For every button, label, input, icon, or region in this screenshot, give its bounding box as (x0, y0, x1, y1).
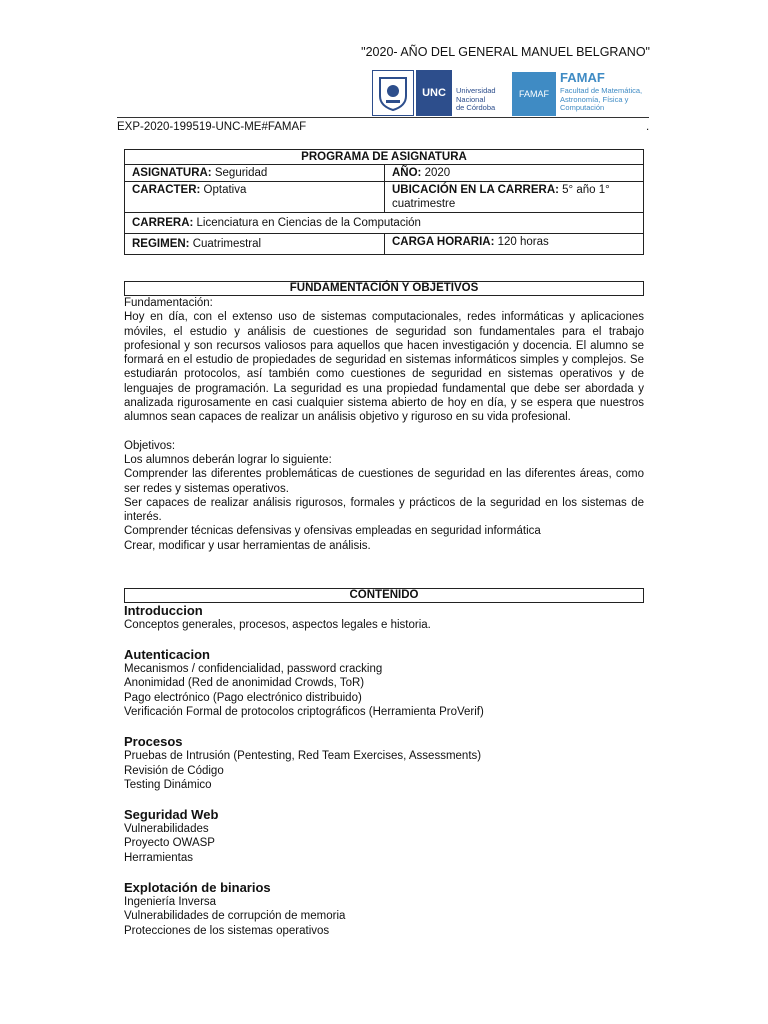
fundamentacion-paragraph: Hoy en día, con el extenso uso de sistemas computacionales, redes informáticas y aplicaciones móviles, el estudio y análisis de cuestiones de seguridad son fundamentales para el trabajo profesional y son recursos valiosos para aquellos que hacen investigación y docencia. El alumno se formará en el estudio de propiedades de seguridad en sistemas informáticos simples y complejos. Se estudiarán protocolos, así también como cuestiones de seguridad en sistemas operativos y de lenguajes de programación. La seguridad es una propiedad fundamental que debe ser abordada y analizada rigurosamente en casi cualquier sistema abierto de hoy en día, y se espera que nuestros alumnos sean capaces de realizar un análisis objetivo y riguroso en su vida profesional. (124, 311, 644, 424)
unc-name-line: Nacional (456, 94, 486, 104)
famaf-name-line: Astronomía, Física y (560, 94, 629, 104)
carga-cell (385, 234, 644, 255)
motto-text: "2020- AÑO DEL GENERAL MANUEL BELGRANO" (361, 45, 650, 59)
topic-item: Conceptos generales, procesos, aspectos legales e historia. (124, 619, 431, 631)
objetivos-intro: Los alumnos deberán lograr lo siguiente: (124, 453, 332, 466)
spacer (124, 720, 644, 734)
asignatura-value: Seguridad (211, 167, 268, 179)
topic-item: Verificación Formal de protocolos criptográficos (Herramienta ProVerif) (124, 706, 484, 719)
objetivo-item: Crear, modificar y usar herramientas de análisis. (124, 539, 371, 552)
topic-item: Anonimidad (Red de anonimidad Crowds, ToR) (124, 677, 365, 690)
topic-title: Autenticacion (124, 646, 210, 662)
objetivos-label: Objetivos: (124, 439, 176, 452)
topic-item: Vulnerabilidades (124, 822, 209, 835)
famaf-title: FAMAF (560, 70, 605, 85)
regimen-cell (125, 234, 385, 255)
topic-item: Vulnerabilidades de corrupción de memoria (124, 910, 346, 923)
caracter-cell (125, 182, 385, 213)
anio-label: AÑO: (392, 167, 422, 179)
topic-title: Introduccion (124, 603, 203, 618)
topic-item: Testing Dinámico (124, 779, 212, 792)
carga-label: CARGA HORARIA: (392, 236, 495, 248)
carrera-value: Licenciatura en Ciencias de la Computación (193, 217, 421, 229)
topic-item: Herramientas (124, 851, 194, 864)
famaf-logo (512, 72, 556, 116)
carrera-label: CARRERA: (132, 217, 194, 229)
objetivo-item: Comprender las diferentes problemáticas de cuestiones de seguridad en las diferentes áreas, como ser redes y sistemas operativos. (124, 468, 644, 495)
unc-name-line: de Córdoba (456, 103, 496, 112)
regimen-label: REGIMEN: (132, 238, 190, 250)
objetivo-item: Ser capaces de realizar análisis rigurosos, formales y prácticos de la seguridad en los sistemas de interés. (124, 496, 644, 524)
ubicacion-label: UBICACIÓN EN LA CARRERA: (392, 184, 559, 196)
topic-title: Seguridad Web (124, 806, 219, 822)
program-title: PROGRAMA DE ASIGNATURA (125, 150, 644, 165)
topic-item: Protecciones de los sistemas operativos (124, 924, 330, 937)
expediente-number: EXP-2020-199519-UNC-ME#FAMAF (117, 121, 307, 133)
carga-value: 120 horas (494, 236, 549, 248)
famaf-name-line: Computación (560, 103, 605, 112)
carrera-cell (125, 213, 644, 234)
trailing-dot: . (646, 121, 650, 133)
contenido-heading: CONTENIDO (124, 588, 644, 603)
spacer (124, 866, 644, 880)
asignatura-cell (125, 165, 385, 182)
unc-seal-icon (372, 70, 414, 116)
anio-cell (385, 165, 644, 182)
program-table (124, 149, 644, 255)
contenido-section (124, 603, 644, 938)
caracter-label: CARACTER: (132, 184, 201, 196)
asignatura-label: ASIGNATURA: (132, 167, 212, 179)
topic-title: Explotación de binarios (124, 879, 271, 895)
anio-value: 2020 (421, 167, 451, 179)
famaf-logo-label: FAMAF (518, 89, 549, 99)
ubicacion-cell (385, 182, 644, 213)
unc-name (456, 87, 496, 113)
ubicacion-value: 5° año 1° cuatrimestre (392, 184, 610, 210)
unc-logo-label: UNC (422, 87, 446, 99)
spacer (124, 793, 644, 807)
spacer (124, 425, 644, 439)
topic-title: Procesos (124, 733, 183, 749)
regimen-value: Cuatrimestral (189, 238, 262, 250)
famaf-name (560, 87, 642, 113)
topic-item: Ingeniería Inversa (124, 895, 217, 908)
famaf-name-line: Facultad de Matemática, (560, 86, 643, 95)
fundamentacion-label: Fundamentación: (124, 297, 213, 309)
institution-logos (372, 70, 650, 116)
topic-item: Pruebas de Intrusión (Pentesting, Red Team Exercises, Assessments) (124, 749, 482, 762)
topic-item: Proyecto OWASP (124, 837, 215, 850)
fundamentacion-heading: FUNDAMENTACIÓN Y OBJETIVOS (124, 281, 644, 296)
objetivo-item: Comprender técnicas defensivas y ofensivas empleadas en seguridad informática (124, 525, 541, 538)
spacer (124, 633, 644, 647)
unc-logo (416, 70, 452, 116)
topic-item: Mecanismos / confidencialidad, password cracking (124, 662, 383, 675)
header-divider (117, 117, 649, 118)
topic-item: Pago electrónico (Pago electrónico distribuido) (124, 691, 362, 704)
topic-item: Revisión de Código (124, 764, 224, 777)
unc-name-line: Universidad (456, 86, 496, 95)
fundamentacion-section (124, 296, 644, 553)
caracter-value: Optativa (200, 184, 247, 196)
